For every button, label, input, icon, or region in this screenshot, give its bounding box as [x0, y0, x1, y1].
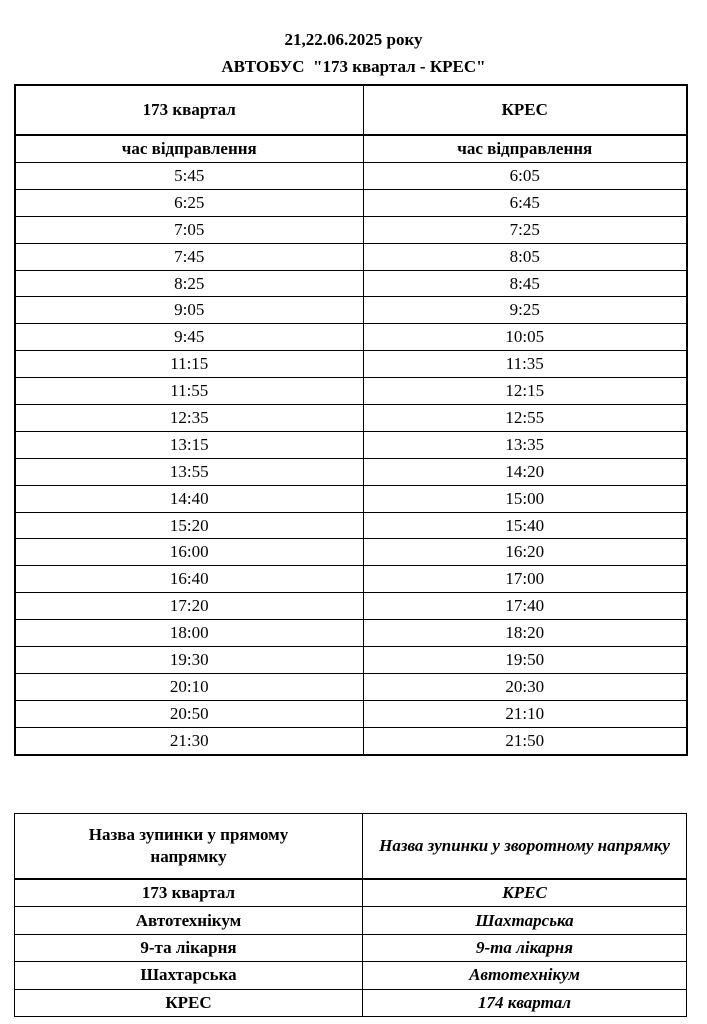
departure-schedule-table	[14, 84, 688, 756]
departure-time-173-kvartal: 13:15	[15, 431, 363, 458]
forward-stop-name: 173 квартал	[15, 879, 363, 907]
backward-stop-name: 9-та лікарня	[363, 934, 687, 961]
schedule-row	[15, 297, 687, 324]
schedule-row	[15, 700, 687, 727]
departure-time-kres: 16:20	[363, 539, 687, 566]
schedule-subheader-row	[15, 135, 687, 163]
departure-time-kres: 14:20	[363, 458, 687, 485]
departure-time-173-kvartal: 7:05	[15, 216, 363, 243]
departure-time-subheader: час відправлення	[15, 135, 363, 163]
departure-time-173-kvartal: 19:30	[15, 647, 363, 674]
schedule-row	[15, 593, 687, 620]
schedule-row	[15, 378, 687, 405]
schedule-row	[15, 673, 687, 700]
departure-time-subheader: час відправлення	[363, 135, 687, 163]
schedule-row	[15, 485, 687, 512]
departure-time-kres: 13:35	[363, 431, 687, 458]
departure-time-kres: 7:25	[363, 216, 687, 243]
departure-time-173-kvartal: 5:45	[15, 163, 363, 190]
stop-row	[15, 907, 687, 934]
schedule-row	[15, 620, 687, 647]
backward-direction-header: Назва зупинки у зворотному напрямку	[363, 814, 687, 880]
schedule-row	[15, 431, 687, 458]
departure-time-173-kvartal: 17:20	[15, 593, 363, 620]
departure-time-kres: 20:30	[363, 673, 687, 700]
departure-time-kres: 6:45	[363, 189, 687, 216]
departure-time-173-kvartal: 18:00	[15, 620, 363, 647]
departure-time-kres: 9:25	[363, 297, 687, 324]
departure-time-kres: 12:15	[363, 378, 687, 405]
departure-time-173-kvartal: 12:35	[15, 405, 363, 432]
schedule-row	[15, 243, 687, 270]
departure-time-173-kvartal: 20:50	[15, 700, 363, 727]
departure-time-kres: 6:05	[363, 163, 687, 190]
schedule-row	[15, 647, 687, 674]
departure-time-173-kvartal: 15:20	[15, 512, 363, 539]
backward-stop-name: Автотехнікум	[363, 962, 687, 989]
forward-stop-name: 9-та лікарня	[15, 934, 363, 961]
departure-time-173-kvartal: 6:25	[15, 189, 363, 216]
schedule-row	[15, 324, 687, 351]
departure-time-kres: 21:50	[363, 727, 687, 754]
stops-table	[14, 813, 687, 1017]
forward-stop-name: Автотехнікум	[15, 907, 363, 934]
schedule-row	[15, 405, 687, 432]
stops-header-row	[15, 814, 687, 880]
departure-time-kres: 15:40	[363, 512, 687, 539]
schedule-row	[15, 512, 687, 539]
backward-stop-name: КРЕС	[363, 879, 687, 907]
schedule-row	[15, 566, 687, 593]
column-header-kres: КРЕС	[363, 85, 687, 135]
schedule-row	[15, 270, 687, 297]
forward-stop-name: КРЕС	[15, 989, 363, 1016]
route-title: АВТОБУС "173 квартал - КРЕС"	[221, 57, 486, 76]
schedule-row	[15, 163, 687, 190]
forward-stop-name: Шахтарська	[15, 962, 363, 989]
departure-time-kres: 8:05	[363, 243, 687, 270]
departure-time-173-kvartal: 7:45	[15, 243, 363, 270]
forward-direction-header: Назва зупинки у прямому напрямку	[15, 814, 363, 880]
departure-time-173-kvartal: 14:40	[15, 485, 363, 512]
departure-time-173-kvartal: 8:25	[15, 270, 363, 297]
departure-time-kres: 17:40	[363, 593, 687, 620]
departure-time-kres: 18:20	[363, 620, 687, 647]
stop-row	[15, 962, 687, 989]
departure-time-173-kvartal: 16:40	[15, 566, 363, 593]
column-header-173-kvartal: 173 квартал	[15, 85, 363, 135]
departure-time-173-kvartal: 9:05	[15, 297, 363, 324]
departure-time-173-kvartal: 20:10	[15, 673, 363, 700]
schedule-row	[15, 458, 687, 485]
departure-time-173-kvartal: 13:55	[15, 458, 363, 485]
schedule-row	[15, 539, 687, 566]
departure-time-173-kvartal: 11:15	[15, 351, 363, 378]
schedule-row	[15, 216, 687, 243]
departure-time-173-kvartal: 11:55	[15, 378, 363, 405]
backward-stop-name: 174 квартал	[363, 989, 687, 1016]
departure-time-kres: 11:35	[363, 351, 687, 378]
departure-time-kres: 15:00	[363, 485, 687, 512]
departure-time-kres: 19:50	[363, 647, 687, 674]
departure-time-kres: 12:55	[363, 405, 687, 432]
departure-time-173-kvartal: 16:00	[15, 539, 363, 566]
stop-row	[15, 989, 687, 1016]
stop-row	[15, 934, 687, 961]
departure-time-kres: 10:05	[363, 324, 687, 351]
schedule-stop-header-row	[15, 85, 687, 135]
schedule-row	[15, 727, 687, 754]
departure-time-kres: 8:45	[363, 270, 687, 297]
stop-row	[15, 879, 687, 907]
schedule-row	[15, 189, 687, 216]
departure-time-kres: 17:00	[363, 566, 687, 593]
departure-time-kres: 21:10	[363, 700, 687, 727]
schedule-row	[15, 351, 687, 378]
departure-time-173-kvartal: 21:30	[15, 727, 363, 754]
departure-time-173-kvartal: 9:45	[15, 324, 363, 351]
backward-stop-name: Шахтарська	[363, 907, 687, 934]
schedule-date-title: 21,22.06.2025 року	[284, 30, 423, 49]
